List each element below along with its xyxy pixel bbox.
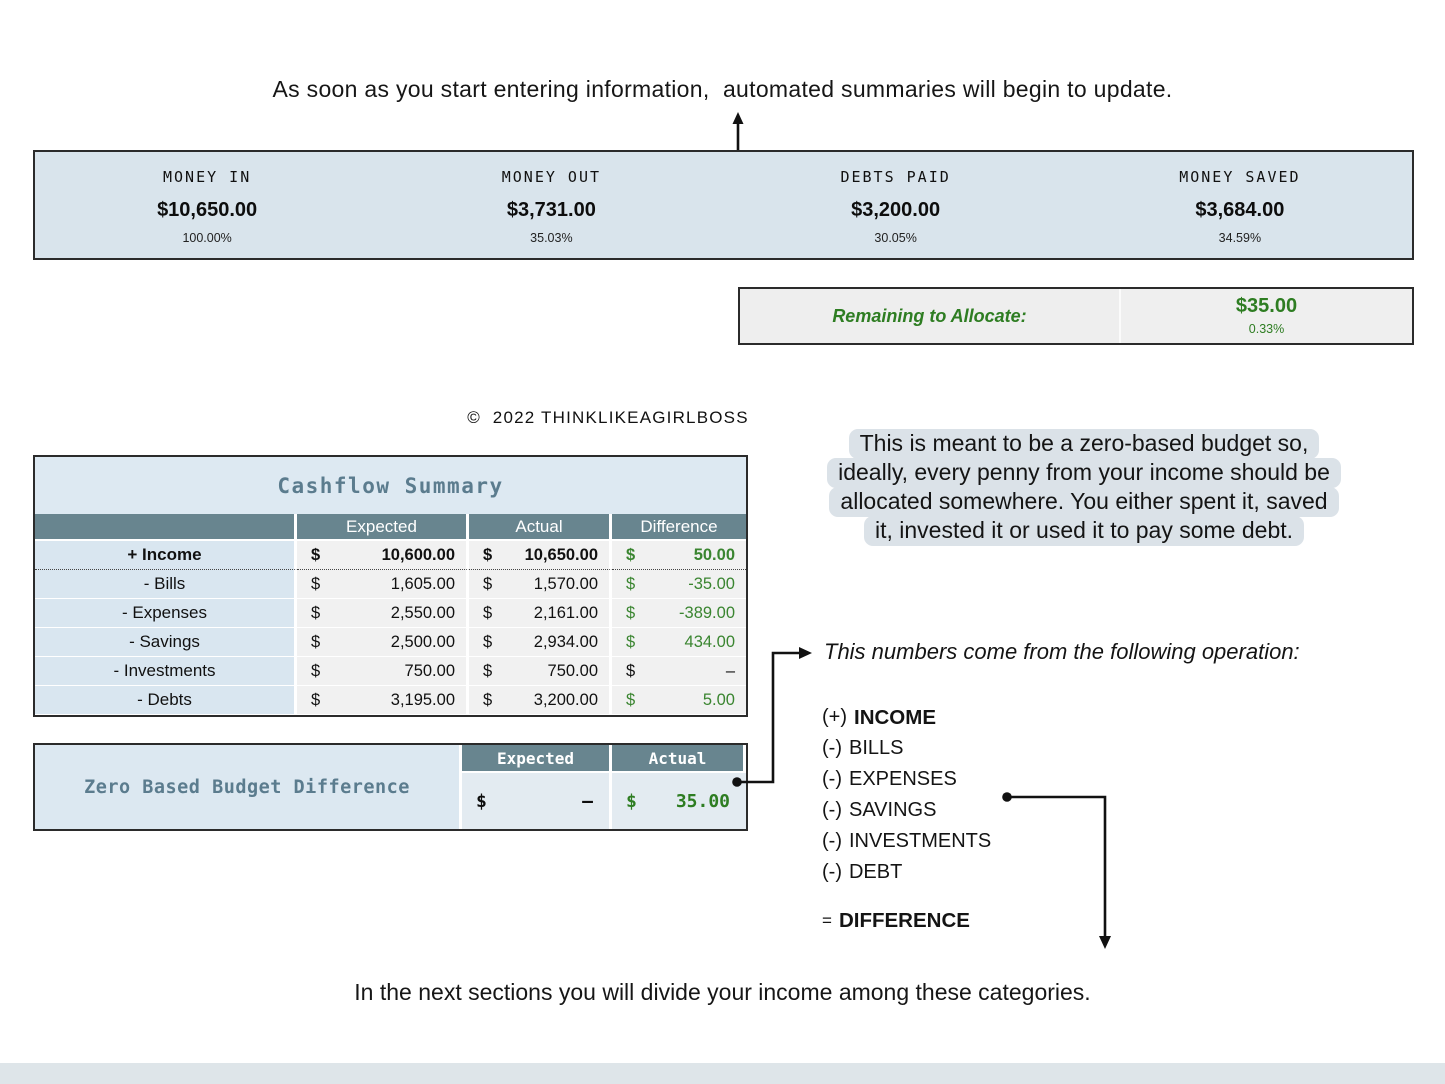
operation-list — [822, 702, 991, 936]
summary-item-money-saved — [1068, 166, 1412, 245]
operation-intro-text: This numbers come from the following operation: — [824, 639, 1300, 664]
currency-symbol: $ — [626, 632, 636, 651]
zero-based-label: Zero Based Budget Difference — [35, 745, 462, 829]
summary-bar — [33, 150, 1414, 260]
currency-symbol: $ — [311, 632, 321, 651]
summary-percent: 34.59% — [1218, 230, 1262, 245]
cashflow-header-difference: Difference — [612, 514, 746, 541]
currency-symbol: $ — [626, 574, 636, 593]
summary-item-money-in — [35, 166, 379, 245]
summary-item-money-out — [379, 166, 723, 245]
cashflow-header-expected: Expected — [297, 514, 469, 541]
remaining-label: Remaining to Allocate: — [740, 289, 1121, 343]
zero-based-budget-table — [33, 743, 748, 831]
summary-label: MONEY SAVED — [1179, 167, 1301, 186]
operation-item-savings: (-) SAVINGS — [822, 799, 937, 821]
cashflow-header-blank — [35, 514, 297, 541]
cashflow-header-actual: Actual — [469, 514, 612, 541]
table-row-investments[interactable]: - Investments $ 750.00 $ 750.00 $ – — [35, 657, 746, 686]
note-line: allocated somewhere. You either spent it, saved — [829, 487, 1338, 517]
remaining-to-allocate-box — [738, 287, 1414, 345]
summary-percent: 100.00% — [182, 230, 232, 245]
operation-item-income: (+) INCOME — [822, 705, 936, 729]
summary-label: DEBTS PAID — [840, 167, 951, 186]
zero-header-actual: Actual — [612, 745, 746, 773]
zero-header-expected: Expected — [462, 745, 612, 773]
note-line: ideally, every penny from your income should be — [827, 458, 1341, 488]
note-line: This is meant to be a zero-based budget so, — [849, 429, 1320, 459]
operation-item-bills: (-) BILLS — [822, 737, 904, 759]
elbow-arrow-down-icon — [998, 788, 1118, 956]
summary-amount: $3,731.00 — [506, 198, 596, 221]
remaining-amount: $35.00 — [1235, 295, 1298, 317]
currency-symbol: $ — [626, 603, 636, 622]
summary-amount: $10,650.00 — [157, 198, 258, 221]
table-row-debts[interactable]: - Debts $ 3,195.00 $ 3,200.00 $ 5.00 — [35, 686, 746, 715]
summary-label: MONEY OUT — [501, 167, 602, 186]
footer-band — [0, 1063, 1445, 1084]
operation-result: = DIFFERENCE — [822, 908, 970, 932]
currency-symbol: $ — [483, 545, 493, 564]
cashflow-header-row — [35, 514, 746, 541]
cashflow-summary-table — [33, 455, 748, 717]
summary-amount: $3,684.00 — [1195, 198, 1285, 221]
currency-symbol: $ — [626, 661, 636, 680]
zero-actual-value[interactable]: $ 35.00 — [612, 773, 746, 829]
zero-based-note — [770, 430, 1398, 546]
operation-item-investments: (-) INVESTMENTS — [822, 830, 992, 852]
copyright-text: © 2022 THINKLIKEAGIRLBOSS — [467, 408, 749, 427]
table-row-bills[interactable]: - Bills $ 1,605.00 $ 1,570.00 $ -35.00 — [35, 570, 746, 599]
currency-symbol: $ — [483, 632, 493, 651]
table-row-income[interactable]: + Income $ 10,600.00 $ 10,650.00 $ 50.00 — [35, 541, 746, 570]
currency-symbol: $ — [483, 661, 493, 680]
currency-symbol: $ — [626, 545, 636, 564]
currency-symbol: $ — [311, 603, 321, 622]
cashflow-title: Cashflow Summary — [35, 457, 746, 514]
currency-symbol: $ — [626, 690, 636, 709]
currency-symbol: $ — [626, 790, 637, 812]
summary-amount: $3,200.00 — [851, 198, 941, 221]
currency-symbol: $ — [483, 603, 493, 622]
note-line: it, invested it or used it to pay some debt. — [864, 516, 1304, 546]
summary-percent: 30.05% — [874, 230, 917, 245]
operation-item-expenses: (-) EXPENSES — [822, 768, 957, 790]
currency-symbol: $ — [483, 690, 493, 709]
summary-item-debts-paid — [724, 166, 1068, 245]
operation-item-debt: (-) DEBT — [822, 861, 903, 883]
zero-expected-value[interactable]: $ – — [462, 773, 612, 829]
remaining-percent: 0.33% — [1248, 322, 1285, 336]
table-row-expenses[interactable]: - Expenses $ 2,550.00 $ 2,161.00 $ -389.00 — [35, 599, 746, 628]
table-row-savings[interactable]: - Savings $ 2,500.00 $ 2,934.00 $ 434.00 — [35, 628, 746, 657]
currency-symbol: $ — [311, 690, 321, 709]
summary-percent: 35.03% — [530, 230, 573, 245]
currency-symbol: $ — [311, 574, 321, 593]
intro-text: As soon as you start entering information, automated summaries will begin to update. — [272, 76, 1173, 102]
summary-label: MONEY IN — [163, 167, 252, 186]
bottom-text: In the next sections you will divide your income among these categories. — [354, 979, 1091, 1005]
elbow-arrow-right-icon — [728, 643, 820, 793]
currency-symbol: $ — [476, 790, 487, 812]
currency-symbol: $ — [483, 574, 493, 593]
currency-symbol: $ — [311, 661, 321, 680]
remaining-values — [1121, 289, 1412, 343]
currency-symbol: $ — [311, 545, 321, 564]
